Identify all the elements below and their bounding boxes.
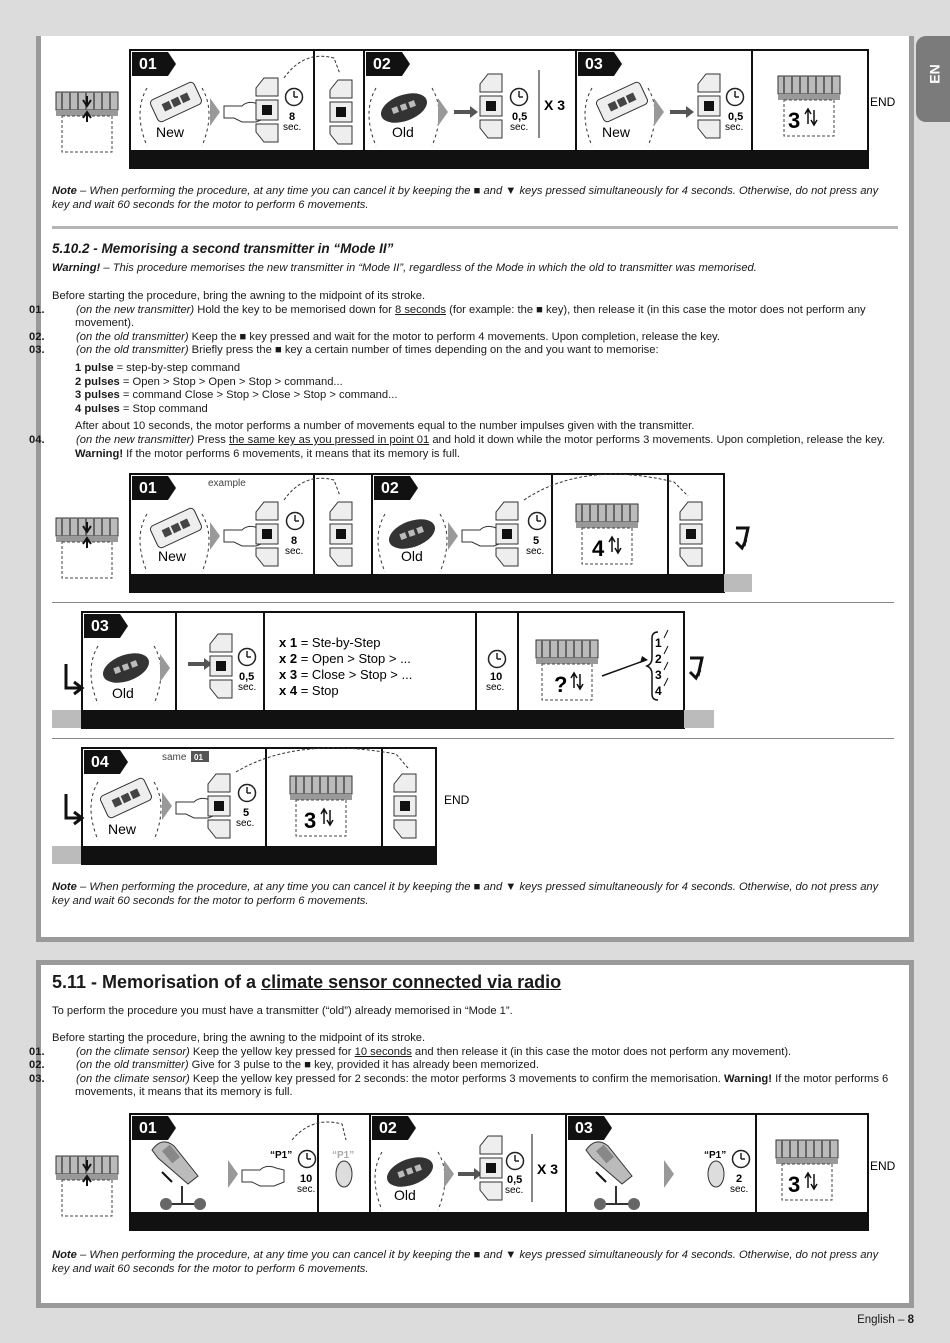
- bracket-4: 4: [655, 684, 662, 698]
- title-text: 5.11 - Memorisation of a: [52, 972, 262, 992]
- bracket-1: 1: [655, 636, 662, 650]
- pulse-item: [75, 376, 898, 390]
- hold-time: 5: [243, 807, 250, 819]
- press-time: 0,5: [239, 671, 255, 683]
- prerequisite-text: To perform the procedure you must have a transmitter (“old”) already memorised in “Mode 1”.: [52, 1005, 513, 1017]
- step-text: If the motor performs 6 movements, it means that its memory is full.: [123, 447, 461, 460]
- movement-count: 3: [788, 108, 801, 133]
- end-label: END: [870, 95, 896, 109]
- note-label: Note: [52, 1249, 77, 1261]
- warning-label: Warning!: [723, 1072, 772, 1085]
- pulse-key: 1 pulse: [75, 361, 114, 374]
- pulse-key: 2 pulses: [75, 375, 120, 388]
- old-remote-label: Old: [112, 685, 134, 701]
- end-label: END: [870, 1159, 896, 1173]
- pulse-key: 3 pulses: [75, 389, 120, 402]
- movement-count: 3: [788, 1172, 801, 1197]
- sec-unit: sec.: [730, 1184, 749, 1195]
- repeat-count: X 3: [544, 97, 566, 113]
- note-1: [52, 185, 898, 212]
- steps-511: [29, 1032, 898, 1100]
- warning-label: Warning!: [75, 447, 124, 460]
- step-context: (on the new transmitter): [76, 303, 195, 316]
- pulse-value: = step-by-step command: [113, 361, 241, 374]
- movement-count: 4: [592, 536, 605, 561]
- note-text: – When performing the procedure, at any time you can cancel it by keeping the ■ and ▼ keys pressed simultaneously for 4 seconds. Otherwise, do not press any key and wait 60 seconds for the motor to perform 6 movements.: [52, 1249, 879, 1275]
- step-text: If the motor performs 6 movements, it means that its memory is full.: [75, 1072, 889, 1099]
- step-emphasis: the same key as you pressed in point 01: [228, 433, 430, 446]
- section-title-511: [52, 972, 561, 993]
- sec-unit: sec.: [285, 546, 304, 557]
- title-emphasis: climate sensor connected via radio: [261, 972, 562, 992]
- after-text: After about 10 seconds, the motor performs a number of movements equal to the number impulses given with the transmitter.: [75, 420, 695, 433]
- sec-unit: sec.: [510, 122, 529, 133]
- repeat-count: X 3: [537, 1161, 559, 1177]
- option-4: [279, 683, 339, 698]
- option-3: [279, 667, 412, 682]
- note-text: – When performing the procedure, at any time you can cancel it by keeping the ■ and ▼ keys pressed simultaneously for 4 seconds. Otherwise, do not press any key and wait 60 seconds for the motor to perform 6 movements.: [52, 881, 879, 907]
- sec-unit: sec.: [725, 122, 744, 133]
- press-time-b: 0,5: [728, 111, 744, 123]
- divider: [52, 738, 894, 739]
- mid-diagram-c: [52, 746, 492, 868]
- warning-label: Warning!: [52, 262, 101, 274]
- step-03-label: 03: [91, 618, 109, 635]
- step-text: (for example: the ■ key), then release it (in this case the motor does not perform any movement).: [75, 303, 866, 330]
- step-01-label: 01: [139, 1120, 157, 1137]
- step-context: (on the old transmitter): [76, 330, 189, 343]
- pulse-item: [75, 403, 898, 417]
- press-time: 0,5: [507, 1174, 523, 1186]
- steps-5102: [29, 290, 898, 461]
- step-context: (on the climate sensor): [76, 1072, 190, 1085]
- sec-unit: sec.: [283, 122, 302, 133]
- page-number: 8: [907, 1314, 914, 1326]
- language-tab-label: EN: [926, 64, 943, 84]
- step-emphasis: 8 seconds: [395, 303, 446, 316]
- pulse-item: [75, 362, 898, 376]
- bracket-3: 3: [655, 668, 662, 682]
- step-context: (on the old transmitter): [76, 1059, 189, 1072]
- wait-time: 10: [490, 671, 503, 683]
- section-title-5102: 5.10.2 - Memorising a second transmitter in “Mode II”: [52, 241, 394, 256]
- step-context: (on the new transmitter): [76, 433, 195, 446]
- step-text: Keep the yellow key pressed for 2 seconds: the motor performs 3 movements to confirm the memorisation.: [189, 1072, 724, 1085]
- option-value: = Ste-by-Step: [297, 635, 381, 650]
- movement-count: 3: [304, 808, 317, 833]
- option-value: = Close > Stop > ...: [297, 667, 413, 682]
- same-ref: 01: [194, 753, 203, 762]
- new-remote-label: New: [158, 548, 187, 564]
- step-text: Briefly press the ■ key a certain number of times depending on the and you want to memorise:: [188, 344, 659, 357]
- language-tab: [916, 36, 950, 122]
- step-02-label: 02: [373, 56, 391, 73]
- warning-text: – This procedure memorises the new transmitter in “Mode II”, regardless of the Mode in which the old to transmitter was memorised.: [100, 262, 757, 274]
- old-remote-label: Old: [401, 548, 423, 564]
- unknown-count: ?: [554, 672, 568, 697]
- note-3: [52, 1249, 898, 1276]
- footer-text: English –: [857, 1314, 908, 1326]
- mid-diagram-a: [52, 474, 758, 594]
- option-value: = Open > Stop > ...: [297, 651, 411, 666]
- note-text: – When performing the procedure, at any time you can cancel it by keeping the ■ and ▼ keys pressed simultaneously for 4 seconds. Otherwise, do not press any key and wait 60 seconds for the motor to perform 6 movements.: [52, 185, 879, 211]
- divider: [52, 602, 894, 603]
- p1-label: “P1”: [704, 1150, 727, 1161]
- option-key: x 3: [279, 667, 298, 682]
- option-key: x 4: [279, 683, 298, 698]
- step-number: 02.: [29, 1059, 45, 1072]
- p1-label: “P1”: [270, 1150, 293, 1161]
- top-diagram: [52, 48, 896, 170]
- step-emphasis: 10 seconds: [354, 1045, 412, 1058]
- note-label: Note: [52, 185, 77, 197]
- warning-5102: [52, 262, 898, 276]
- intro-text: Before starting the procedure, bring the awning to the midpoint of its stroke.: [52, 290, 426, 302]
- option-2: [279, 651, 411, 666]
- example-label: example: [208, 478, 246, 489]
- pulse-value: = Stop command: [119, 402, 208, 415]
- note-label: Note: [52, 881, 77, 893]
- step-02-label: 02: [379, 1120, 397, 1137]
- step-number: 01.: [29, 1045, 45, 1058]
- old-remote-label: Old: [392, 124, 414, 140]
- option-value: = Stop: [297, 683, 339, 698]
- hold-time: 8: [289, 111, 296, 123]
- note-2: [52, 881, 898, 908]
- step-01-label: 01: [139, 56, 157, 73]
- bracket-2: 2: [655, 652, 662, 666]
- press-time-a: 0,5: [512, 111, 528, 123]
- step-number: 03.: [29, 1072, 45, 1085]
- hold-time: 8: [291, 535, 298, 547]
- sec-unit: sec.: [238, 682, 257, 693]
- pulse-value: = command Close > Stop > Close > Stop > command...: [119, 389, 398, 402]
- sec-unit: sec.: [297, 1184, 316, 1195]
- end-label: END: [444, 793, 470, 807]
- step-number: 04.: [29, 433, 45, 446]
- pulse-key: 4 pulses: [75, 402, 120, 415]
- step-number: 02.: [29, 330, 45, 343]
- same-label: same: [162, 752, 187, 763]
- bottom-diagram: [52, 1112, 896, 1234]
- step-02-label: 02: [381, 480, 399, 497]
- step-text: Keep the ■ key pressed and wait for the motor to perform 4 movements. Upon completion, release the key.: [188, 330, 720, 343]
- step-number: 03.: [29, 344, 45, 357]
- step-text: Keep the yellow key pressed for: [189, 1045, 355, 1058]
- step-text: Give for 3 pulse to the ■ key, provided it has already been memorized.: [188, 1059, 539, 1072]
- step-text: Hold the key to be memorised down for: [194, 303, 395, 316]
- section-divider: [52, 226, 898, 229]
- step-text: and hold it down while the motor performs 3 movements. Upon completion, release the key.: [429, 433, 885, 446]
- mid-diagram-b: [52, 612, 732, 730]
- step-context: (on the climate sensor): [76, 1045, 190, 1058]
- step-text: Press: [194, 433, 229, 446]
- option-1: [279, 635, 381, 650]
- option-key: x 1: [279, 635, 298, 650]
- old-remote-label: Old: [394, 1187, 416, 1203]
- p1-label-release: “P1”: [332, 1150, 355, 1161]
- step-04-label: 04: [91, 754, 109, 771]
- step-01-label: 01: [139, 480, 157, 497]
- sec-unit: sec.: [486, 682, 505, 693]
- new-remote-label-2: New: [602, 124, 631, 140]
- step-03-label: 03: [575, 1120, 593, 1137]
- sec-unit: sec.: [526, 546, 545, 557]
- page-footer: [857, 1314, 914, 1326]
- sec-unit: sec.: [505, 1185, 524, 1196]
- step-number: 01.: [29, 303, 45, 316]
- hold-time-old: 5: [533, 535, 540, 547]
- new-remote-label: New: [156, 124, 185, 140]
- pulse-list: [52, 362, 898, 416]
- pulse-item: [75, 389, 898, 403]
- intro-text: Before starting the procedure, bring the awning to the midpoint of its stroke.: [52, 1032, 426, 1044]
- new-remote-label: New: [108, 821, 137, 837]
- step-03-label: 03: [585, 56, 603, 73]
- option-key: x 2: [279, 651, 298, 666]
- step-text: and then release it (in this case the motor does not perform any movement).: [411, 1045, 792, 1058]
- step-context: (on the old transmitter): [76, 344, 189, 357]
- sec-unit: sec.: [236, 818, 255, 829]
- hold-time: 10: [300, 1173, 313, 1185]
- hold-time-2: 2: [736, 1173, 743, 1185]
- pulse-value: = Open > Stop > Open > Stop > command...: [119, 375, 343, 388]
